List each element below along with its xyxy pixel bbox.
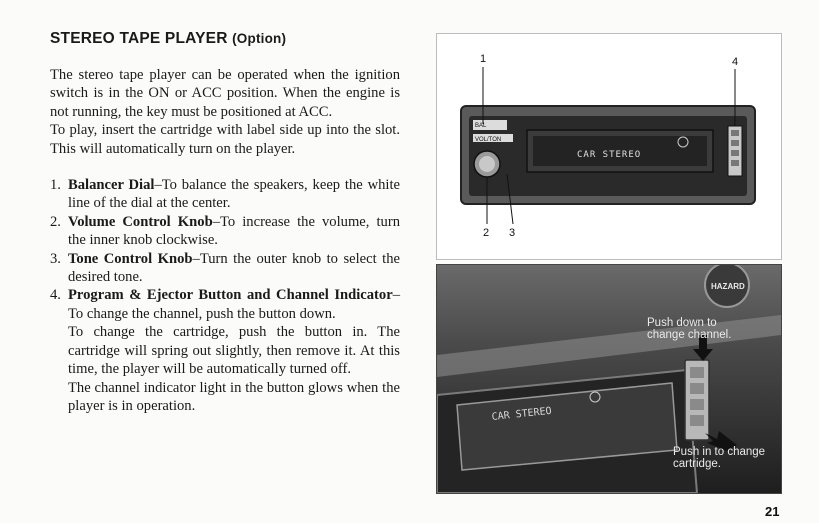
- item-term: Tone Control Knob: [68, 250, 193, 267]
- item-extra-1: To change the cartridge, push the button in. The cartridge will spring out slightly, then remove it. At this time, the player will be automatically turned off.: [68, 324, 400, 378]
- item-term: Program & Ejector Button and Channel Indicator: [68, 287, 393, 304]
- indicator-2: [690, 383, 704, 394]
- list-item: [50, 250, 400, 287]
- bal-label: BAL: [475, 123, 487, 129]
- callout-2: 2: [483, 227, 490, 239]
- item-body: [68, 250, 400, 287]
- heading-title: STEREO TAPE PLAYER: [50, 30, 228, 47]
- heading-option: (Option): [232, 31, 287, 46]
- page-number: 21: [765, 504, 780, 519]
- player-diagram: [436, 33, 782, 260]
- volton-label: VOL/TON: [475, 137, 502, 143]
- channel-indicator-3: [731, 150, 739, 156]
- text-column: [50, 30, 400, 415]
- item-extra-2: The channel indicator light in the button glows when the player is in operation.: [68, 379, 400, 414]
- player-photo: [436, 264, 782, 494]
- indicator-3: [690, 399, 704, 410]
- item-term: Volume Control Knob: [68, 213, 213, 230]
- indicator-4: [690, 415, 704, 426]
- player-diagram-svg: [437, 34, 781, 259]
- channel-indicator-4: [731, 160, 739, 166]
- item-number: 4.: [50, 287, 61, 304]
- item-number: 1.: [50, 177, 61, 194]
- section-heading: [50, 30, 400, 48]
- item-number: 3.: [50, 250, 61, 267]
- callout-4: 4: [732, 56, 739, 68]
- item-term: Balancer Dial: [68, 177, 155, 194]
- list-item: [50, 176, 400, 213]
- panel-label: CAR STEREO: [577, 150, 642, 160]
- item-text: –Turn the outer knob to select the desired tone.: [68, 250, 400, 286]
- item-text: –To change the channel, push the button down.: [68, 287, 400, 322]
- controls-list: [50, 176, 400, 415]
- callout-3: 3: [509, 227, 516, 239]
- item-body: [68, 286, 400, 415]
- photo-panel-label: CAR STEREO: [491, 405, 553, 423]
- indicator-1: [690, 367, 704, 378]
- hazard-label: HAZARD: [711, 282, 745, 291]
- callout-1: 1: [480, 53, 487, 65]
- item-body: [68, 213, 400, 250]
- item-text: –To increase the volume, turn the inner knob clockwise.: [68, 213, 400, 249]
- item-number: 2.: [50, 213, 61, 230]
- item-text: –To balance the speakers, keep the white line of the dial at the center.: [68, 177, 400, 212]
- intro-paragraph-2: To play, insert the cartridge with label side up into the slot. This will automatically turn on the player.: [50, 122, 400, 157]
- intro-paragraph-1: The stereo tape player can be operated when the ignition switch is in the ON or ACC position. When the engine is not running, the key must be positioned at ACC.: [50, 67, 400, 120]
- callout-push-in: Push in to change cartridge.: [673, 446, 766, 470]
- list-item: [50, 286, 400, 415]
- channel-indicator-1: [731, 130, 739, 136]
- channel-indicator-2: [731, 140, 739, 146]
- volume-knob-inner[interactable]: [479, 156, 495, 172]
- item-body: [68, 176, 400, 213]
- callout-push-down: Push down to change channel.: [647, 317, 732, 341]
- list-item: [50, 213, 400, 250]
